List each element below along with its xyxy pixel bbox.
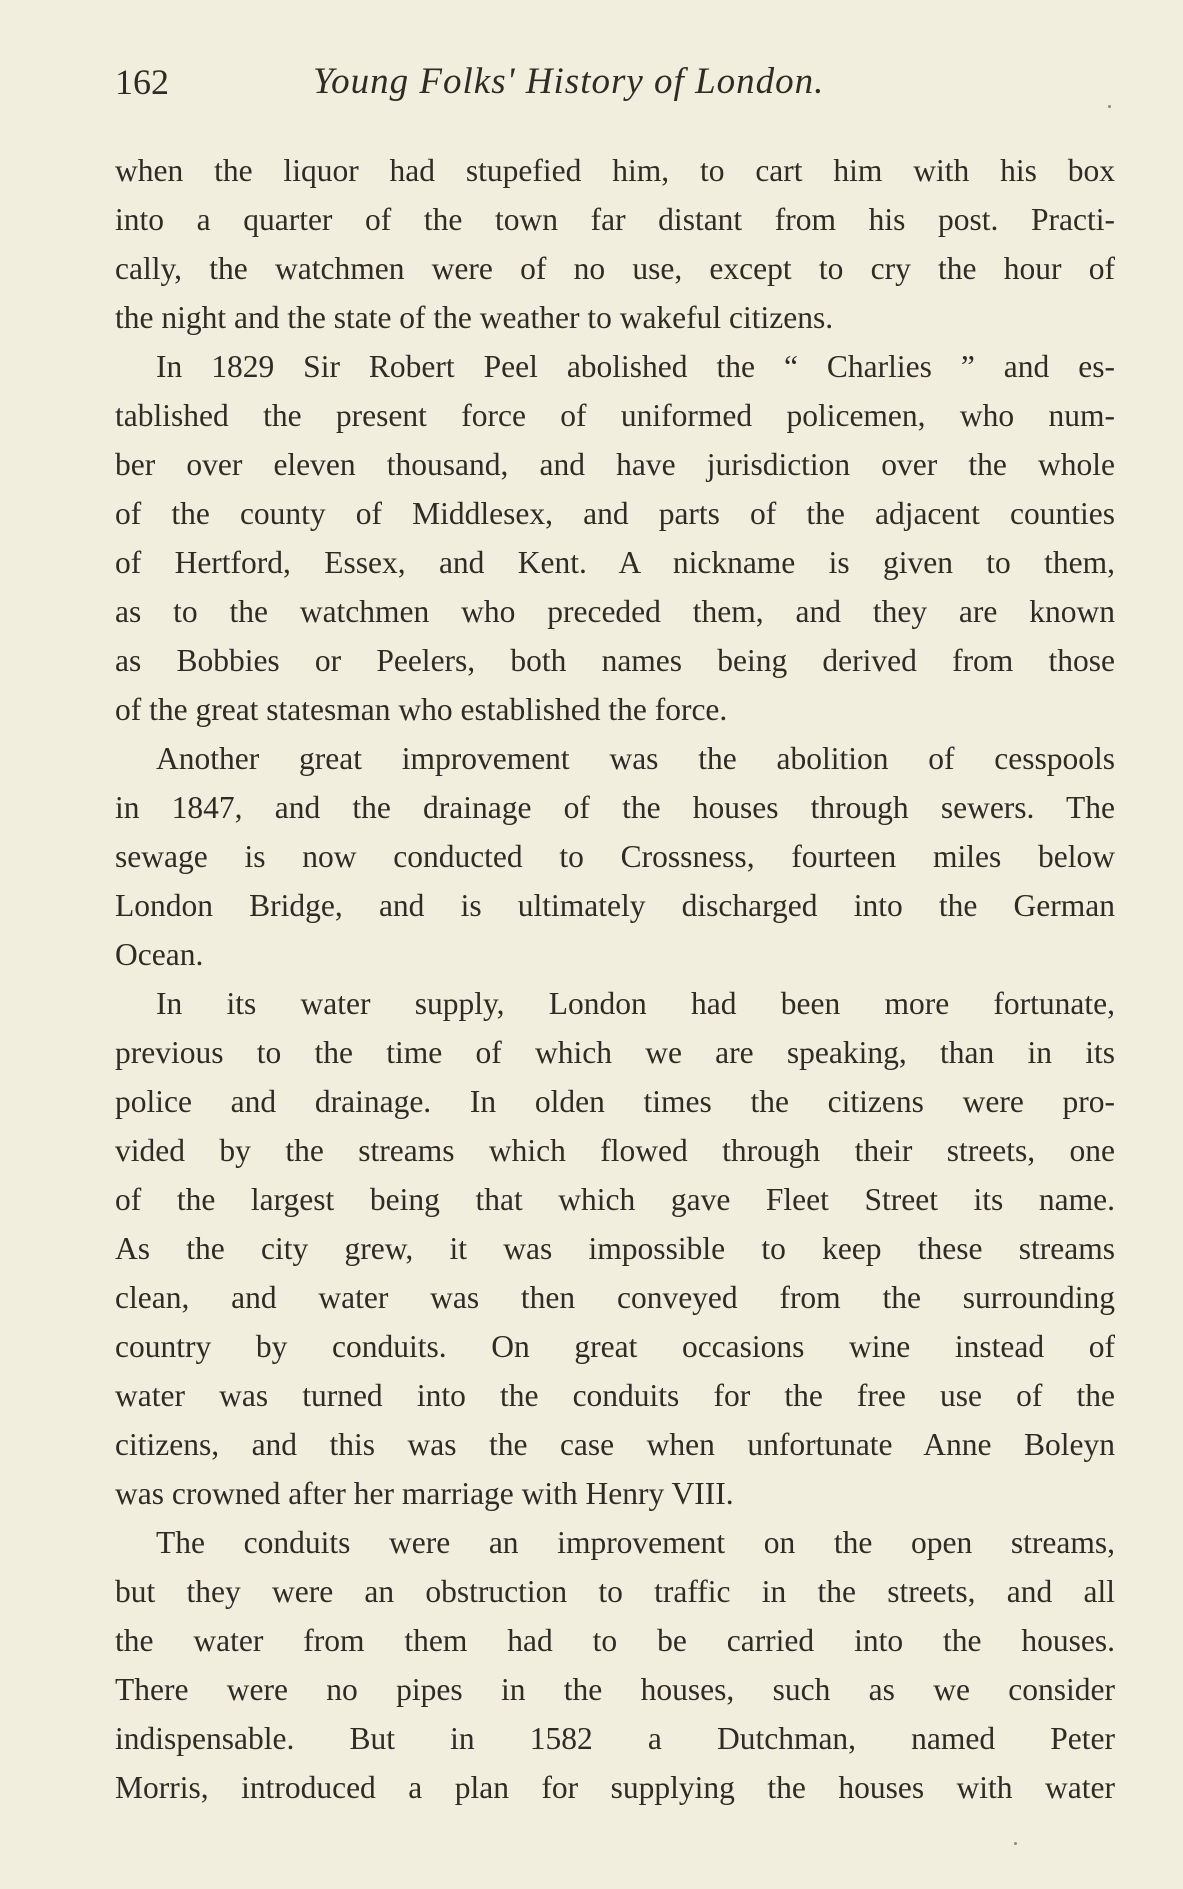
paper-speck xyxy=(1014,1842,1017,1845)
text-line: of the largest being that which gave Fleet Street its name. xyxy=(115,1182,1115,1217)
text-line: but they were an obstruction to traffic in the streets, and all xyxy=(115,1574,1115,1609)
page-number: 162 xyxy=(115,62,169,102)
text-line: the night and the state of the weather to wakeful citizens. xyxy=(115,300,834,335)
text-line: citizens, and this was the case when unfortunate Anne Boleyn xyxy=(115,1427,1115,1462)
text-line: water was turned into the conduits for the free use of the xyxy=(115,1378,1115,1413)
text-line: The conduits were an improvement on the open streams, xyxy=(156,1525,1115,1560)
text-line: when the liquor had stupefied him, to cart him with his box xyxy=(115,153,1115,188)
text-line: Ocean. xyxy=(115,937,204,972)
text-line: the water from them had to be carried into the houses. xyxy=(115,1623,1115,1658)
text-line: of Hertford, Essex, and Kent. A nickname is given to them, xyxy=(115,545,1115,580)
text-line: into a quarter of the town far distant from his post. Practi- xyxy=(115,202,1115,237)
text-line: vided by the streams which flowed through their streets, one xyxy=(115,1133,1115,1168)
text-line: In its water supply, London had been more fortunate, xyxy=(156,986,1115,1021)
text-line: In 1829 Sir Robert Peel abolished the “ Charlies ” and es- xyxy=(156,349,1115,384)
text-line: in 1847, and the drainage of the houses through sewers. The xyxy=(115,790,1115,825)
text-line: cally, the watchmen were of no use, except to cry the hour of xyxy=(115,251,1115,286)
text-line: clean, and water was then conveyed from the surrounding xyxy=(115,1280,1115,1315)
text-line: previous to the time of which we are speaking, than in its xyxy=(115,1035,1115,1070)
text-line: Another great improvement was the abolition of cesspools xyxy=(156,741,1115,776)
text-line: London Bridge, and is ultimately discharged into the German xyxy=(115,888,1115,923)
text-line: indispensable. But in 1582 a Dutchman, named Peter xyxy=(115,1721,1115,1756)
running-title: Young Folks' History of London. xyxy=(313,61,825,102)
text-line: ber over eleven thousand, and have jurisdiction over the whole xyxy=(115,447,1115,482)
paper-speck xyxy=(1108,105,1111,108)
text-line: There were no pipes in the houses, such as we consider xyxy=(115,1672,1115,1707)
text-line: police and drainage. In olden times the citizens were pro- xyxy=(115,1084,1115,1119)
text-line: of the great statesman who established the force. xyxy=(115,692,728,727)
text-line: was crowned after her marriage with Henry VIII. xyxy=(115,1476,734,1511)
text-line: Morris, introduced a plan for supplying the houses with water xyxy=(115,1770,1115,1805)
text-line: as Bobbies or Peelers, both names being derived from those xyxy=(115,643,1115,678)
text-line: sewage is now conducted to Crossness, fourteen miles below xyxy=(115,839,1115,874)
running-head xyxy=(115,52,1115,112)
text-line: country by conduits. On great occasions wine instead of xyxy=(115,1329,1115,1364)
text-line: as to the watchmen who preceded them, and they are known xyxy=(115,594,1115,629)
text-line: As the city grew, it was impossible to keep these streams xyxy=(115,1231,1115,1266)
body-text xyxy=(115,146,1115,1812)
text-line: tablished the present force of uniformed policemen, who num- xyxy=(115,398,1115,433)
text-line: of the county of Middlesex, and parts of the adjacent counties xyxy=(115,496,1115,531)
